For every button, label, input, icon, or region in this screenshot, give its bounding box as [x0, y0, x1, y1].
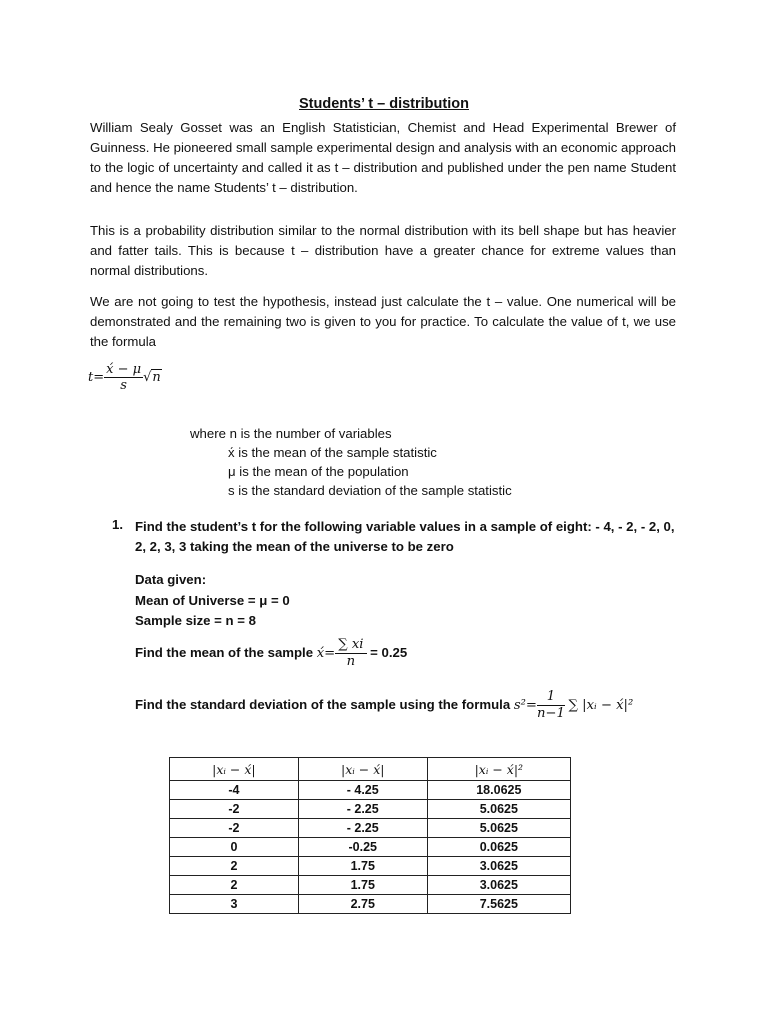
formula-lhs: t=: [88, 370, 105, 385]
table-row: [170, 857, 571, 876]
table-cell: 2: [170, 876, 299, 895]
variable-definitions: [190, 424, 512, 500]
table-header-row: [170, 758, 571, 781]
definition-n: where n is the number of variables: [190, 426, 392, 441]
mean-numerator: ∑ xi: [335, 637, 366, 654]
table-row: [170, 838, 571, 857]
table-row: [170, 819, 571, 838]
table-cell: 0: [170, 838, 299, 857]
table-cell: 0.0625: [427, 838, 570, 857]
definition-mu: μ is the mean of the population: [228, 464, 409, 479]
table-header-cell: |xᵢ − x́|: [170, 758, 299, 781]
table-cell: - 2.25: [298, 819, 427, 838]
mean-result: = 0.25: [370, 644, 408, 660]
mean-line-text: Find the mean of the sample: [135, 644, 314, 660]
table-cell: 5.0625: [427, 800, 570, 819]
table-row: [170, 895, 571, 914]
sd-lhs: s²=: [513, 697, 537, 713]
paragraph-intro: William Sealy Gosset was an English Statistician, Chemist and Head Experimental Brewer of Guinness. He pioneered small sample experimental design and analysis with an economic approach to the logic of uncertainty and called it as t – distribution and published under the pen name Student and hence the name Students’ t – distribution.: [90, 120, 676, 195]
sample-size: Sample size = n = 8: [135, 613, 256, 628]
definition-xbar: x́ is the mean of the sample statistic: [228, 445, 437, 460]
sd-rhs: ∑ |xᵢ − x́|²: [568, 697, 634, 713]
table-header-cell: |xᵢ − x́|: [298, 758, 427, 781]
sd-line: [135, 689, 633, 722]
mean-of-universe: Mean of Universe = μ = 0: [135, 593, 290, 608]
definition-s: s is the standard deviation of the sample statistic: [228, 483, 512, 498]
table-cell: -2: [170, 819, 299, 838]
t-formula: [88, 362, 162, 393]
table-cell: 7.5625: [427, 895, 570, 914]
mean-line: [135, 637, 407, 670]
mean-lhs: x́=: [316, 645, 336, 661]
table-cell: - 2.25: [298, 800, 427, 819]
table-header-cell: |xᵢ − x́|²: [427, 758, 570, 781]
sqrt-icon: √: [143, 370, 152, 385]
table-cell: 3.0625: [427, 857, 570, 876]
sd-numerator: 1: [537, 689, 565, 706]
mean-fraction: [335, 637, 366, 670]
table-cell: 3.0625: [427, 876, 570, 895]
table-cell: - 4.25: [298, 781, 427, 800]
table-cell: 2: [170, 857, 299, 876]
table-row: [170, 781, 571, 800]
table-cell: 3: [170, 895, 299, 914]
question-text: Find the student’s t for the following variable values in a sample of eight: - 4, - 2, - 2, 0, 2, 2, 3, 3 taking the mean of the universe to be zero: [135, 519, 675, 554]
sd-line-text: Find the standard deviation of the sample using the formula: [135, 696, 511, 712]
table-cell: 1.75: [298, 857, 427, 876]
formula-fraction: [104, 362, 143, 393]
mean-denominator: n: [346, 654, 356, 669]
paragraph-distribution: This is a probability distribution similar to the normal distribution with its bell shape but has heavier and fatter tails. This is because t – distribution have a greater chance for extreme values than normal distributions.: [90, 223, 676, 278]
table-cell: 5.0625: [427, 819, 570, 838]
formula-denominator: s: [120, 378, 127, 393]
formula-sqrt: [143, 370, 162, 385]
formula-numerator: x́ − μ: [106, 362, 142, 377]
data-given-heading: Data given:: [135, 572, 207, 587]
formula-radicand: n: [152, 370, 161, 385]
page-title: Students’ t – distribution: [299, 96, 469, 112]
deviation-table: [169, 757, 571, 914]
table-cell: 18.0625: [427, 781, 570, 800]
table-cell: 1.75: [298, 876, 427, 895]
sd-fraction: [537, 689, 565, 722]
table-cell: -4: [170, 781, 299, 800]
sd-denominator: n−1: [536, 706, 565, 721]
paragraph-formula-intro: We are not going to test the hypothesis, instead just calculate the t – value. One numerical will be demonstrated and the remaining two is given to you for practice. To calculate the value of t, we use the formula: [90, 294, 676, 349]
table-cell: -2: [170, 800, 299, 819]
table-row: [170, 876, 571, 895]
table-cell: 2.75: [298, 895, 427, 914]
table-cell: -0.25: [298, 838, 427, 857]
table-row: [170, 800, 571, 819]
question-number: 1.: [112, 517, 123, 532]
